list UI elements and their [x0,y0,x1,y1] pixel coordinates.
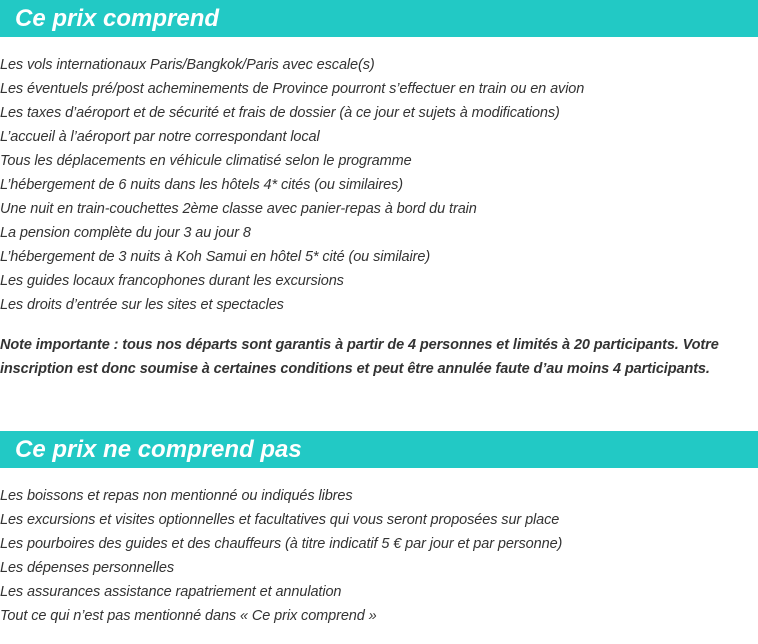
list-item: L’accueil à l’aéroport par notre correspondant local [0,129,320,145]
list-item: L’hébergement de 3 nuits à Koh Samui en hôtel 5* cité (ou similaire) [0,249,431,265]
list-item: Les vols internationaux Paris/Bangkok/Paris avec escale(s) [0,57,375,73]
list-item: Les boissons et repas non mentionné ou indiqués libres [0,488,353,504]
excludes-title: Ce prix ne comprend pas [15,436,302,463]
list-item: Les pourboires des guides et des chauffeurs (à titre indicatif 5 € par jour et par personne) [0,536,563,552]
list-item: Une nuit en train-couchettes 2ème classe avec panier-repas à bord du train [0,201,477,217]
list-item: Tous les déplacements en véhicule climatisé selon le programme [0,153,412,169]
list-item: La pension complète du jour 3 au jour 8 [0,225,251,241]
list-item: Les assurances assistance rapatriement et annulation [0,584,342,600]
list-item: Les dépenses personnelles [0,560,175,576]
includes-title: Ce prix comprend [15,5,220,32]
list-item: Les guides locaux francophones durant les excursions [0,273,344,289]
excludes-list [0,484,562,628]
list-item: Les excursions et visites optionnelles et facultatives qui vous seront proposées sur place [0,512,560,528]
includes-list [0,53,584,317]
list-item: Les droits d’entrée sur les sites et spectacles [0,297,284,313]
list-item: Les éventuels pré/post acheminements de Province pourront s’effectuer en train ou en avion [0,81,585,97]
important-note: Note importante : tous nos départs sont garantis à partir de 4 personnes et limités à 20 participants. Votre inscription est donc soumise à certaines conditions et peut être annulée faute d’au moins 4 participants. [0,337,719,377]
list-item: Les taxes d’aéroport et de sécurité et frais de dossier (à ce jour et sujets à modifications) [0,105,560,121]
list-item: Tout ce qui n’est pas mentionné dans « Ce prix comprend » [0,608,377,624]
excludes-header [0,431,758,468]
includes-header [0,0,758,37]
list-item: L’hébergement de 6 nuits dans les hôtels 4* cités (ou similaires) [0,177,403,193]
